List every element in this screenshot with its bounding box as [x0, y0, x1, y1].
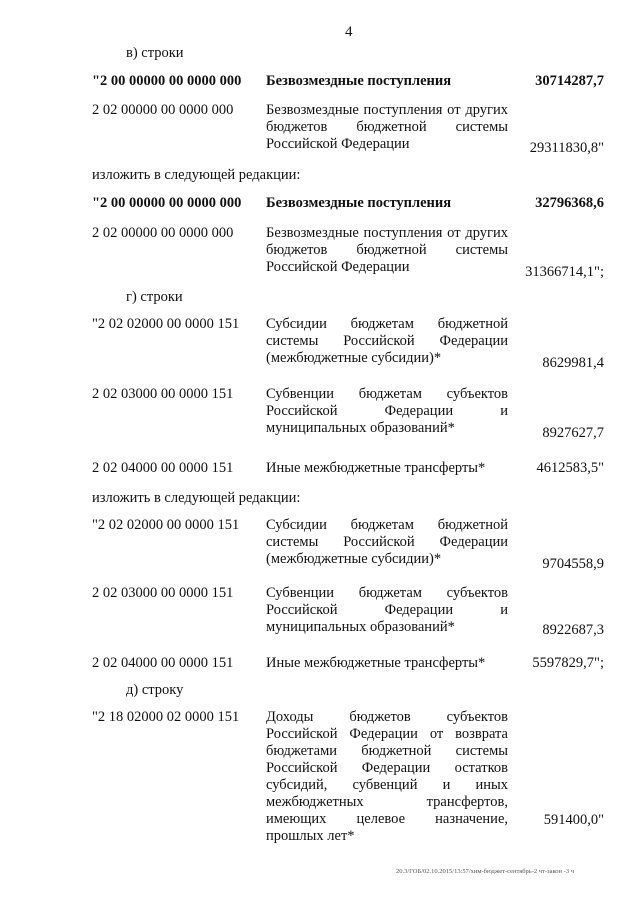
row-amount: 32796368,6	[535, 195, 604, 211]
document-footer-stamp: 20.3/ГОБ/02.10.2015/13:57/хим-бюджет-сентябрь-2 чт-закон -3 ч	[396, 868, 574, 875]
row-amount: 8629981,4	[542, 355, 604, 371]
row-description: Безвозмездные поступления от других бюджетов бюджетной системы Российской Федерации	[266, 102, 508, 152]
row-description: Субвенции бюджетам субъектов Российской Федерации и муниципальных образований*	[266, 386, 508, 436]
section-header-v: в) строки	[126, 45, 184, 61]
row-description: Безвозмездные поступления от других бюджетов бюджетной системы Российской Федерации	[266, 225, 508, 275]
row-description: Субвенции бюджетам субъектов Российской Федерации и муниципальных образований*	[266, 585, 508, 635]
section-header-d: д) строку	[126, 682, 184, 698]
row-code: 2 02 03000 00 0000 151	[92, 386, 234, 402]
row-code: 2 02 00000 00 0000 000	[92, 225, 234, 241]
page-number: 4	[345, 24, 353, 40]
row-amount: 9704558,9	[542, 556, 604, 572]
row-amount: 5597829,7";	[532, 655, 604, 671]
row-code: "2 00 00000 00 0000 000	[92, 73, 242, 89]
row-code: "2 00 00000 00 0000 000	[92, 195, 242, 211]
section-header-restate: изложить в следующей редакции:	[92, 167, 301, 183]
row-description: Субсидии бюджетам бюджетной системы Российской Федерации (межбюджетные субсидии)*	[266, 316, 508, 366]
row-amount: 29311830,8"	[529, 140, 604, 156]
row-description: Иные межбюджетные трансферты*	[266, 460, 486, 476]
row-amount: 30714287,7	[535, 73, 604, 89]
section-header-restate: изложить в следующей редакции:	[92, 490, 301, 506]
row-amount: 4612583,5"	[536, 460, 604, 476]
row-code: 2 02 00000 00 0000 000	[92, 102, 234, 118]
row-description: Иные межбюджетные трансферты*	[266, 655, 486, 671]
row-description: Безвозмездные поступления	[266, 195, 452, 211]
row-code: "2 02 02000 00 0000 151	[92, 316, 240, 332]
row-description: Безвозмездные поступления	[266, 73, 452, 89]
row-code: 2 02 04000 00 0000 151	[92, 460, 234, 476]
row-description: Доходы бюджетов субъектов Российской Федерации от возврата бюджетами бюджетной системы Российской Федерации остатков субсидий, субвенций и иных межбюджетных трансфертов, имеющих целевое назначение, прошлых лет*	[266, 709, 508, 844]
row-code: 2 02 04000 00 0000 151	[92, 655, 234, 671]
row-description: Субсидии бюджетам бюджетной системы Российской Федерации (межбюджетные субсидии)*	[266, 517, 508, 567]
row-code: "2 18 02000 02 0000 151	[92, 709, 240, 725]
row-amount: 8927627,7	[542, 425, 604, 441]
row-code: "2 02 02000 00 0000 151	[92, 517, 240, 533]
row-amount: 8922687,3	[542, 622, 604, 638]
row-amount: 31366714,1";	[525, 264, 604, 280]
section-header-g: г) строки	[126, 289, 183, 305]
row-code: 2 02 03000 00 0000 151	[92, 585, 234, 601]
row-amount: 591400,0"	[543, 812, 604, 828]
